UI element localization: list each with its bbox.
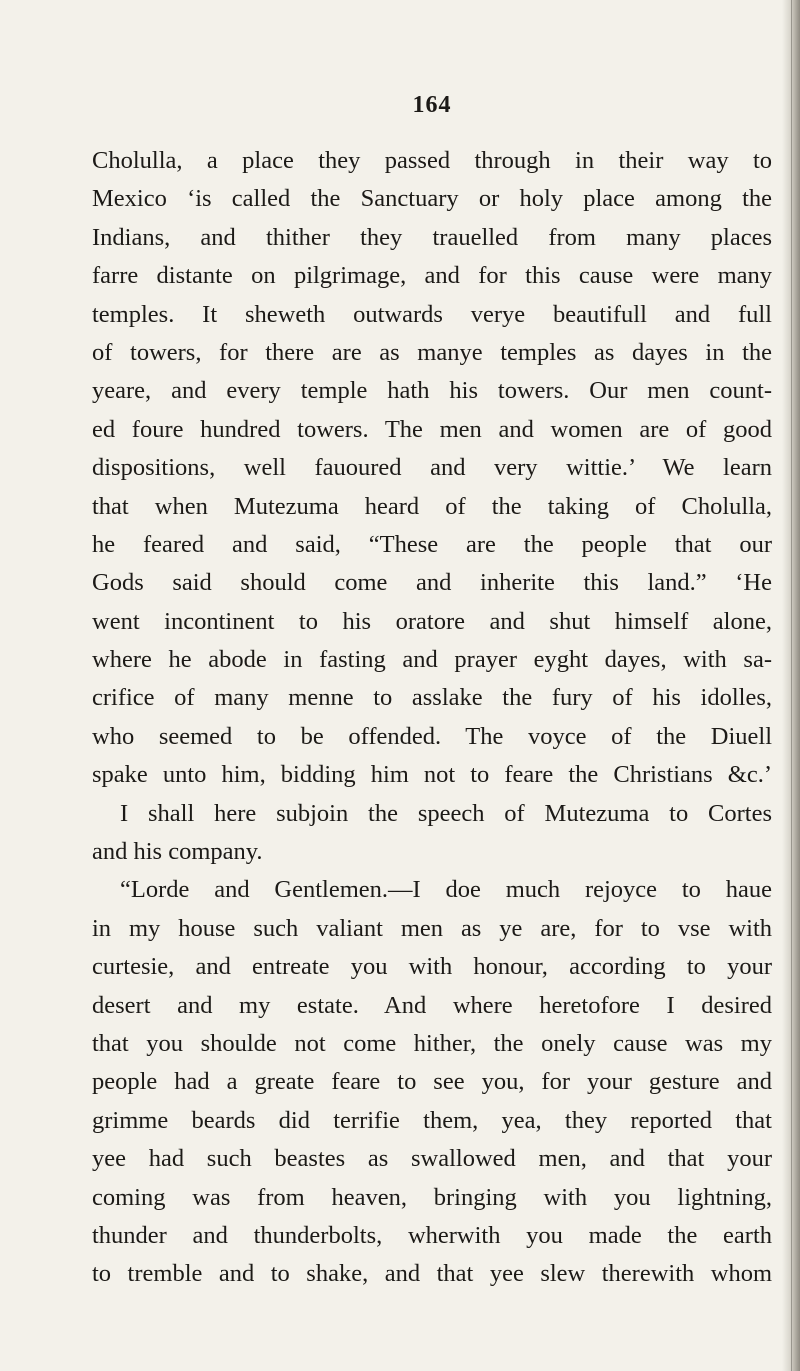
text-line: spake unto him, bidding him not to feare the Christians &c.’ bbox=[92, 761, 772, 789]
text-line: in my house such valiant men as ye are, for to vse with bbox=[92, 914, 772, 942]
text-line: Mexico ‘is called the Sanctuary or holy place among the bbox=[92, 185, 772, 213]
text-line: curtesie, and entreate you with honour, according to your bbox=[92, 953, 772, 981]
text-line: where he abode in fasting and prayer eyght dayes, with sa- bbox=[92, 646, 772, 674]
text-line: yeare, and every temple hath his towers. Our men count- bbox=[92, 377, 772, 405]
text-line: desert and my estate. And where heretofore I desired bbox=[92, 991, 772, 1019]
text-line: crifice of many menne to asslake the fury of his idolles, bbox=[92, 684, 772, 712]
text-line: he feared and said, “These are the people that our bbox=[92, 530, 772, 558]
text-line: coming was from heaven, bringing with you lightning, bbox=[92, 1183, 772, 1211]
page-edge-line bbox=[791, 0, 792, 1371]
text-line: “Lorde and Gentlemen.—I doe much rejoyce to haue bbox=[120, 876, 772, 904]
text-line: temples. It sheweth outwards verye beautifull and full bbox=[92, 300, 772, 328]
page-number: 164 bbox=[412, 92, 452, 118]
text-line: that when Mutezuma heard of the taking of Cholulla, bbox=[92, 492, 772, 520]
text-line: thunder and thunderbolts, wherwith you made the earth bbox=[92, 1221, 772, 1249]
text-line: ed foure hundred towers. The men and women are of good bbox=[92, 415, 772, 443]
text-line: that you shoulde not come hither, the onely cause was my bbox=[92, 1029, 772, 1057]
text-line: and his company. bbox=[92, 838, 263, 866]
text-line: went incontinent to his oratore and shut himself alone, bbox=[92, 607, 772, 635]
body-text bbox=[92, 142, 772, 1294]
text-line: Indians, and thither they trauelled from many places bbox=[92, 223, 772, 251]
text-line: people had a greate feare to see you, for your gesture and bbox=[92, 1068, 772, 1096]
text-line: grimme beards did terrifie them, yea, they reported that bbox=[92, 1106, 772, 1134]
text-line: of towers, for there are as manye temples as dayes in the bbox=[92, 338, 772, 366]
text-line: Gods said should come and inherite this land.” ‘He bbox=[92, 569, 772, 597]
text-line: who seemed to be offended. The voyce of the Diuell bbox=[92, 722, 772, 750]
text-line: dispositions, well fauoured and very wittie.’ We learn bbox=[92, 454, 772, 482]
text-line: Cholulla, a place they passed through in their way to bbox=[92, 147, 772, 174]
text-line: to tremble and to shake, and that yee slew therewith whom bbox=[92, 1260, 772, 1288]
text-line: I shall here subjoin the speech of Mutezuma to Cortes bbox=[120, 799, 772, 827]
text-line: yee had such beastes as swallowed men, and that your bbox=[92, 1145, 772, 1173]
text-line: farre distante on pilgrimage, and for this cause were many bbox=[92, 262, 772, 290]
